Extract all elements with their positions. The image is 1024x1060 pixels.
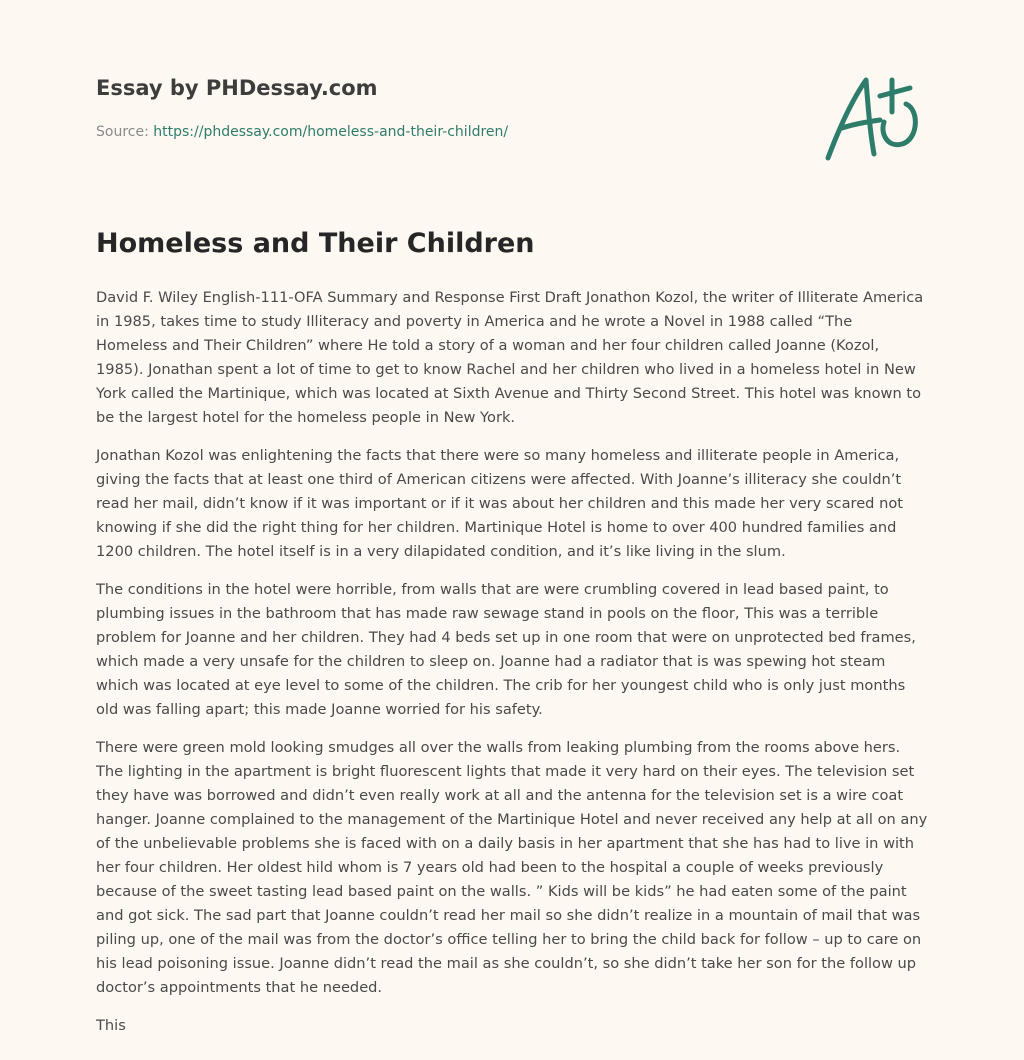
essay-title: Homeless and Their Children	[96, 228, 535, 259]
source-link[interactable]: https://phdessay.com/homeless-and-their-children/	[153, 124, 509, 140]
site-title: Essay by PHDessay.com	[96, 76, 378, 100]
essay-paragraph: The conditions in the hotel were horrible, from walls that are were crumbling covered in lead based paint, to plumbing issues in the bathroom that has made raw sewage stand in pools on the floor, This was a terrible problem for Joanne and her children. They had 4 beds set up in one room that were on unprotected bed frames, which made a very unsafe for the children to sleep on. Joanne had a radiator that is was spewing hot steam which was located at eye level to some of the children. The crib for her youngest child who is only just months old was falling apart; this made Joanne worried for his safety.	[96, 581, 916, 718]
source-label: Source:	[96, 124, 149, 140]
a-plus-logo-icon	[818, 66, 930, 166]
source-line	[96, 124, 508, 140]
essay-paragraph: Jonathan Kozol was enlightening the facts that there were so many homeless and illiterate people in America, giving the facts that at least one third of American citizens were affected. With Joanne’s illiteracy she couldn’t read her mail, didn’t know if it was important or if it was about her children and this made her very scared not knowing if she did the right thing for her children. Martinique Hotel is home to over 400 hundred families and 1200 children. The hotel itself is in a very dilapidated condition, and it’s like living in the slum.	[96, 447, 903, 560]
essay-paragraph: This	[96, 1017, 126, 1034]
essay-body	[96, 286, 928, 1052]
essay-paragraph: David F. Wiley English-111-OFA Summary and Response First Draft Jonathon Kozol, the writer of Illiterate America in 1985, takes time to study Illiteracy and poverty in America and he wrote a Novel in 1988 called “The Homeless and Their Children” where He told a story of a woman and her four children called Joanne (Kozol, 1985). Jonathan spent a lot of time to get to know Rachel and her children who lived in a homeless hotel in New York called the Martinique, which was located at Sixth Avenue and Thirty Second Street. This hotel was known to be the largest hotel for the homeless people in New York.	[96, 289, 924, 426]
essay-paragraph: There were green mold looking smudges all over the walls from leaking plumbing from the rooms above hers. The lighting in the apartment is bright fluorescent lights that made it very hard on their eyes. The television set they have was borrowed and didn’t even really work at all and the antenna for the television set is a wire coat hanger. Joanne complained to the management of the Martinique Hotel and never received any help at all on any of the unbelievable problems she is faced with on a daily basis in her apartment that she has had to live in with her four children. Her oldest hild whom is 7 years old had been to the hospital a couple of weeks previously because of the sweet tasting lead based paint on the walls. ” Kids will be kids” he had eaten some of the paint and got sick. The sad part that Joanne couldn’t read her mail so she didn’t realize in a mountain of mail that was piling up, one of the mail was from the doctor’s office telling her to bring the child back for follow – up to care on his lead poisoning issue. Joanne didn’t read the mail as she couldn’t, so she didn’t take her son for the follow up doctor’s appointments that he needed.	[96, 739, 928, 996]
